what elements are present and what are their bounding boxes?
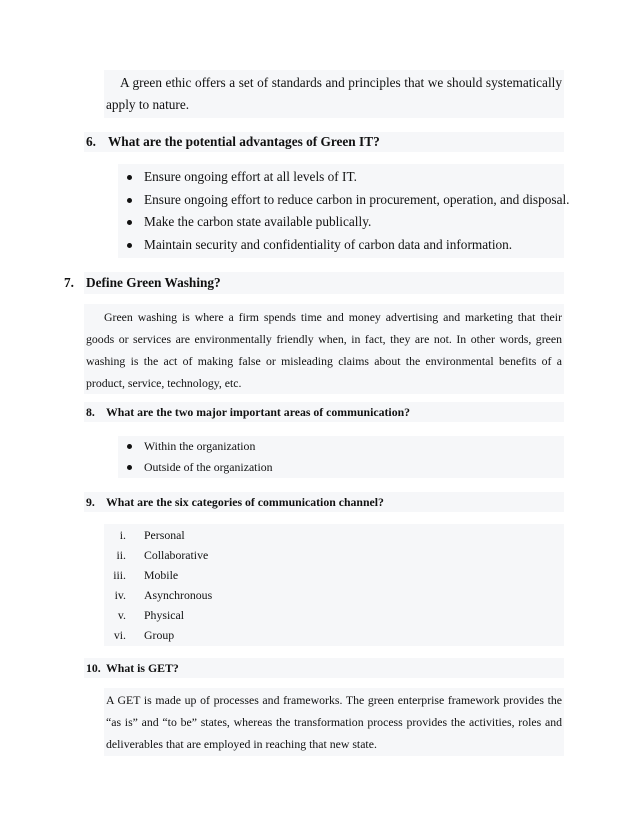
q9-numeral: iii. [113, 568, 126, 582]
q6-title: What are the potential advantages of Green IT? [108, 134, 380, 149]
q7-paragraph: Green washing is where a firm spends time and money advertising and marketing that their goods or services are environmentally friendly when, in fact, they are not. In other words, green washing is the act of making false or misleading claims about the environmental benefits of a product, service, technology, etc. [86, 310, 562, 390]
q6-list-item: Ensure ongoing effort at all levels of IT. [144, 169, 357, 184]
q9-list-item: Physical [144, 608, 184, 622]
q8-heading [86, 403, 410, 421]
bullet-icon [127, 444, 132, 449]
q6-list-item: Ensure ongoing effort to reduce carbon in procurement, operation, and disposal. [144, 192, 570, 207]
q10-heading [86, 659, 179, 677]
q9-numeral: v. [117, 608, 126, 622]
q7-title: Define Green Washing? [86, 275, 221, 290]
q8-list-item: Within the organization [144, 439, 256, 453]
q9-title: What are the six categories of communication channel? [106, 495, 384, 509]
q9-numeral: vi. [113, 628, 126, 642]
bullet-icon [127, 465, 132, 470]
q9-list-item: Asynchronous [144, 588, 213, 602]
q9-heading [86, 493, 384, 511]
q7-number: 7. [64, 275, 74, 290]
q9-number: 9. [86, 495, 95, 509]
q9-numeral: ii. [116, 548, 126, 562]
q6-list-item: Maintain security and confidentiality of carbon data and information. [144, 237, 513, 252]
bullet-icon [127, 220, 132, 225]
q10-number: 10. [86, 661, 101, 675]
q9-numeral: iv. [114, 588, 126, 602]
q9-list-item: Personal [144, 528, 185, 542]
q7-heading [64, 273, 221, 293]
q10-title: What is GET? [106, 661, 179, 675]
q6-heading [86, 133, 380, 151]
q9-list-item: Group [144, 628, 175, 642]
q9-list-item: Mobile [144, 568, 179, 582]
q8-number: 8. [86, 405, 95, 419]
intro-paragraph: A green ethic offers a set of standards and principles that we should systematically apply to nature. [106, 75, 562, 112]
bullet-icon [127, 243, 132, 248]
q8-list-item: Outside of the organization [144, 460, 273, 474]
bullet-icon [127, 198, 132, 203]
bullet-icon [127, 175, 132, 180]
q9-numeral: i. [119, 528, 126, 542]
q8-title: What are the two major important areas of communication? [106, 405, 411, 419]
q10-paragraph: A GET is made up of processes and frameworks. The green enterprise framework provides the “as is” and “to be” states, whereas the transformation process provides the activities, roles and deliverables that are employed in reaching that new state. [106, 693, 562, 751]
q9-list-item: Collaborative [144, 548, 209, 562]
q6-list-item: Make the carbon state available publically. [144, 214, 372, 229]
q6-number: 6. [86, 134, 96, 149]
